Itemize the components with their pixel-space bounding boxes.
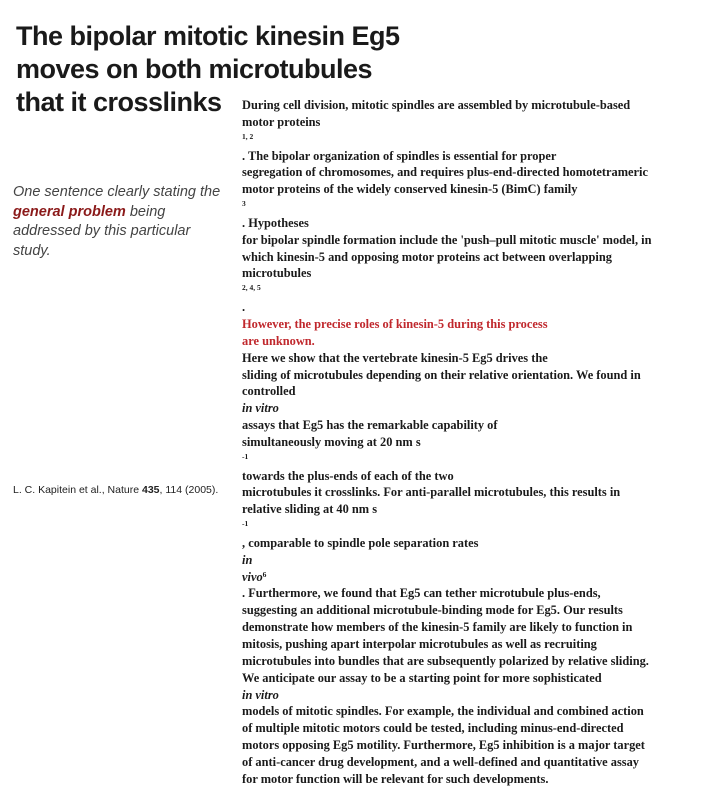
abstract-line [242, 181, 712, 232]
citation-superscript: 6 [262, 569, 267, 579]
abstract-line: which kinesin-5 and opposing motor proteins act between overlapping [242, 249, 612, 264]
abstract-line [242, 501, 712, 568]
abstract-fragment: motor proteins [242, 114, 321, 129]
title-line-1: The bipolar mitotic kinesin Eg5 [16, 21, 400, 51]
title-line-2: moves on both microtubules [16, 54, 373, 84]
citation-authors: L. C. Kapitein et al., Nature [13, 484, 140, 496]
abstract-line [242, 265, 712, 332]
citation-superscript: 1, 2 [242, 131, 254, 141]
abstract-line: suggesting an additional microtubule-binding mode for Eg5. Our results [242, 603, 623, 618]
citation [13, 484, 218, 496]
citation-superscript: 3 [242, 199, 246, 209]
abstract-line [242, 114, 712, 165]
abstract-fragment: simultaneously moving at 20 nm s [242, 434, 421, 449]
abstract-line [242, 434, 712, 485]
abstract-fragment: Here we show that the vertebrate kinesin-5 Eg5 drives the [242, 350, 548, 365]
highlighted-problem-statement: are unknown. [242, 333, 315, 348]
abstract-line [242, 333, 712, 367]
annotation-note [13, 183, 228, 261]
abstract-fragment: We anticipate our assay to be a starting point for more sophisticated [242, 670, 602, 685]
abstract-fragment: assays that Eg5 has the remarkable capability of [242, 418, 498, 433]
highlighted-problem-statement: However, the precise roles of kinesin-5 during this process [242, 316, 548, 331]
abstract-line: models of mitotic spindles. For example, the individual and combined action [242, 704, 644, 719]
abstract-line: sliding of microtubules depending on their relative orientation. We found in [242, 367, 641, 382]
abstract-fragment: relative sliding at 40 nm s [242, 502, 378, 517]
unit-superscript: -1 [242, 451, 249, 461]
abstract-fragment: , comparable to spindle pole separation rates [242, 535, 479, 550]
abstract-line: of multiple mitotic motors could be tested, including minus-end-directed [242, 721, 624, 736]
abstract-fragment: . Hypotheses [242, 215, 309, 230]
abstract-line: for bipolar spindle formation include the 'push–pull mitotic muscle' model, in [242, 232, 652, 247]
note-text-after: being addressed by this particular study. [13, 203, 191, 259]
abstract-fragment: . [242, 300, 246, 315]
note-emphasis: general problem [13, 203, 126, 220]
abstract-line [242, 383, 712, 434]
abstract-fragment: microtubules [242, 266, 312, 281]
abstract-line: demonstrate how members of the kinesin-5 family are likely to function in [242, 620, 633, 635]
citation-superscript: 2, 4, 5 [242, 283, 261, 293]
abstract-fragment: motor proteins of the widely conserved kinesin-5 (BimC) family [242, 182, 578, 197]
abstract-fragment: . Furthermore, we found that Eg5 can tether microtubule plus-ends, [242, 586, 601, 601]
abstract-fragment: towards the plus-ends of each of the two [242, 468, 454, 483]
italic-term: vivo [242, 569, 263, 584]
italic-term: in [242, 552, 253, 567]
abstract-line [242, 670, 712, 704]
abstract-line: segregation of chromosomes, and requires plus-end-directed homotetrameric [242, 165, 648, 180]
abstract-line: of anti-cancer drug development, and a well-defined and quantitative assay [242, 754, 639, 769]
citation-pages-year: , 114 (2005). [159, 484, 219, 496]
note-text-before: One sentence clearly stating the [13, 184, 221, 200]
title-line-3: that it crosslinks [16, 87, 222, 117]
italic-term: in vitro [242, 687, 279, 702]
abstract-line: for motor function will be relevant for such developments. [242, 771, 549, 786]
abstract-line: microtubules it crosslinks. For anti-parallel microtubules, this results in [242, 485, 621, 500]
abstract-line [242, 569, 712, 603]
abstract-line: During cell division, mitotic spindles are assembled by microtubule-based [242, 98, 631, 112]
italic-term: in vitro [242, 401, 279, 416]
abstract-fragment: controlled [242, 384, 296, 399]
abstract-fragment: . The bipolar organization of spindles is essential for proper [242, 148, 557, 163]
abstract-line: microtubules into bundles that are subsequently polarized by relative sliding. [242, 653, 649, 668]
unit-superscript: -1 [242, 519, 249, 529]
citation-volume: 435 [142, 484, 160, 496]
abstract-line: mitosis, pushing apart interpolar microtubules as well as recruiting [242, 637, 597, 651]
abstract-line: motors opposing Eg5 motility. Furthermore, Eg5 inhibition is a major target [242, 738, 645, 753]
abstract-text [242, 97, 712, 788]
